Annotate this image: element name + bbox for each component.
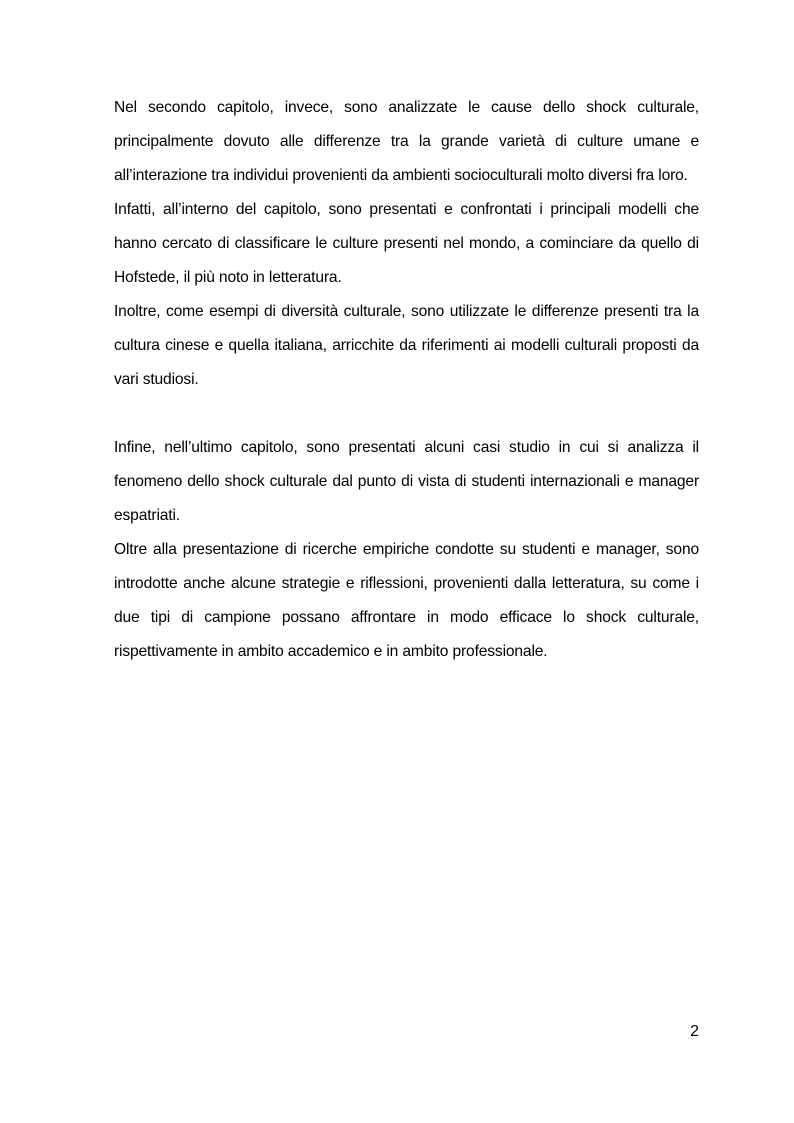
paragraph-chapter-three-strategies: Oltre alla presentazione di ricerche empiriche condotte su studenti e manager, sono introdotte anche alcune strategie e riflessioni, provenienti dalla letteratura, su come i due tipi di campione possano affrontare in modo efficace lo shock culturale, rispettivamente in ambito accademico e in ambito professionale. bbox=[114, 541, 699, 660]
paragraph-chapter-three-intro: Infine, nell’ultimo capitolo, sono presentati alcuni casi studio in cui si analizza il fenomeno dello shock culturale dal punto di vista di studenti internazionali e manager espatriati. bbox=[114, 439, 699, 524]
paragraph-chapter-two-intro: Nel secondo capitolo, invece, sono analizzate le cause dello shock culturale, principalmente dovuto alle differenze tra la grande varietà di culture umane e all’interazione tra individui provenienti da ambienti socioculturali molto diversi fra loro. bbox=[114, 99, 699, 184]
paragraph-chapter-two-models: Infatti, all’interno del capitolo, sono presentati e confrontati i principali modelli che hanno cercato di classificare le culture presenti nel mondo, a cominciare da quello di Hofstede, il più noto in letteratura. bbox=[114, 201, 699, 286]
paragraph-chapter-two-examples: Inoltre, come esempi di diversità culturale, sono utilizzate le differenze presenti tra la cultura cinese e quella italiana, arricchite da riferimenti ai modelli culturali proposti da vari studiosi. bbox=[114, 303, 699, 388]
page-number: 2 bbox=[690, 1023, 699, 1040]
body-text bbox=[114, 91, 699, 669]
